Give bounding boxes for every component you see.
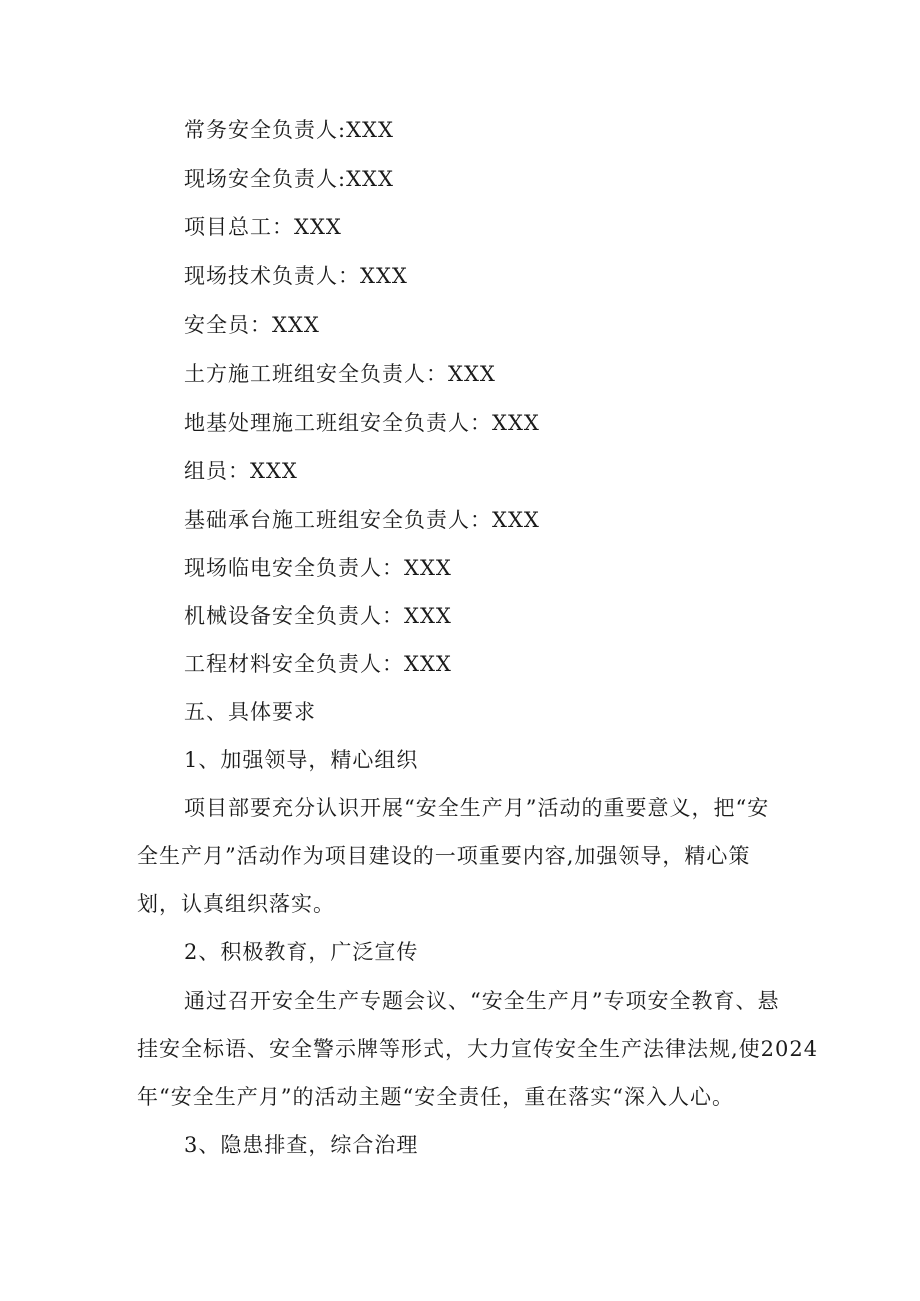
paragraph-line: 全生产月”活动作为项目建设的一项重要内容,加强领导，精心策	[137, 844, 751, 868]
role-line: 常务安全负责人:XXX	[184, 118, 394, 142]
section-title: 五、具体要求	[184, 700, 316, 724]
role-line: 现场临电安全负责人：XXX	[184, 556, 452, 580]
role-line: 项目总工：XXX	[184, 215, 342, 239]
role-line: 现场安全负责人:XXX	[184, 167, 394, 191]
role-line: 安全员：XXX	[184, 313, 320, 337]
role-line: 基础承台施工班组安全负责人：XXX	[184, 508, 540, 532]
role-line: 土方施工班组安全负责人：XXX	[184, 362, 496, 386]
paragraph-line: 挂安全标语、安全警示牌等形式，大力宣传安全生产法律法规,使2024	[137, 1037, 819, 1061]
role-line: 工程材料安全负责人：XXX	[184, 652, 452, 676]
role-line: 地基处理施工班组安全负责人：XXX	[184, 411, 540, 435]
paragraph-line: 项目部要充分认识开展“安全生产月”活动的重要意义，把“安	[184, 796, 770, 820]
role-line: 机械设备安全负责人：XXX	[184, 604, 452, 628]
role-line: 组员：XXX	[184, 459, 298, 483]
item-heading: 3、隐患排查，综合治理	[184, 1133, 419, 1157]
item-heading: 2、积极教育，广泛宣传	[184, 940, 419, 964]
paragraph-line: 划，认真组织落实。	[137, 892, 335, 916]
role-line: 现场技术负责人：XXX	[184, 264, 408, 288]
item-heading: 1、加强领导，精心组织	[184, 748, 419, 772]
paragraph-line: 年“安全生产月”的活动主题“安全责任，重在落实“深入人心。	[137, 1085, 734, 1109]
paragraph-line: 通过召开安全生产专题会议、“安全生产月”专项安全教育、悬	[184, 989, 780, 1013]
